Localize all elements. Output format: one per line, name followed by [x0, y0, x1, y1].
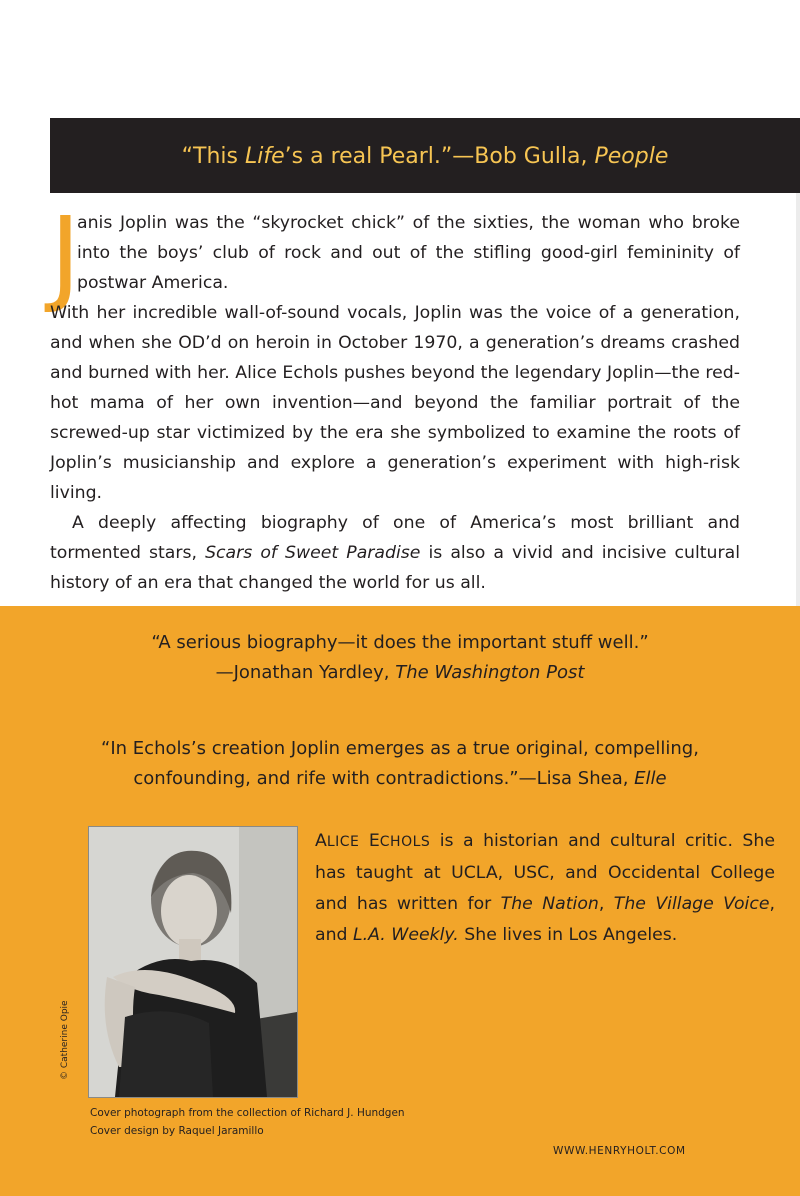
photo-credit-line: Cover photograph from the collection of Richard J. Hundgen [90, 1107, 405, 1119]
review-2: “In Echols’s creation Joplin emerges as a true original, compelling, confounding, and rife with contradictions.”—Lisa Shea, Elle [101, 738, 699, 789]
design-credit-line: Cover design by Raquel Jaramillo [90, 1125, 264, 1137]
review-1-quote: “A serious biography—it does the important stuff well.” [151, 632, 649, 653]
author-photo-image [89, 827, 297, 1097]
description-paragraph-2: A deeply affecting biography of one of America’s most brilliant and tormented stars, Scars of Sweet Paradise is also a vivid and incisive cultural history of an era that changed the world for us all. [50, 513, 741, 593]
publisher-url[interactable]: WWW.HENRYHOLT.COM [553, 1145, 686, 1157]
review-1 [40, 628, 760, 688]
quote-banner [50, 118, 800, 193]
drop-cap: J [50, 194, 81, 316]
author-name: ALICE ECHOLS [315, 831, 431, 851]
description-paragraph-1-lead: anis Joplin was the “skyrocket chick” of the sixties, the woman who broke into the boys’ club of rock and out of the stifling good-girl femininity of postwar America. [77, 213, 740, 293]
author-photo [88, 826, 298, 1098]
photo-credit: © Catherine Opie [60, 1000, 70, 1080]
top-margin [0, 0, 800, 118]
author-bio: ALICE ECHOLS is a historian and cultural critic. She has taught at UCLA, USC, and Occidental College and has written for The Nation, The Village Voice, and L.A. Weekly. She lives in Los Angeles. [315, 831, 775, 945]
cover-credits [90, 1104, 405, 1140]
banner-quote: “This Life’s a real Pearl.”—Bob Gulla, People [181, 144, 669, 169]
page-edge [796, 193, 800, 606]
description-paragraph-1: With her incredible wall-of-sound vocals, Joplin was the voice of a generation, and when she OD’d on heroin in October 1970, a generation’s dreams crashed and burned with her. Alice Echols pushes beyond the legendary Joplin—the red-hot mama of her own invention—and beyond the familiar portrait of the screwed-up star victimized by the era she symbolized to examine the roots of Joplin’s musicianship and explore a generation’s experiment with high-risk living. [50, 303, 740, 503]
review-1-attribution: —Jonathan Yardley, The Washington Post [215, 662, 585, 683]
